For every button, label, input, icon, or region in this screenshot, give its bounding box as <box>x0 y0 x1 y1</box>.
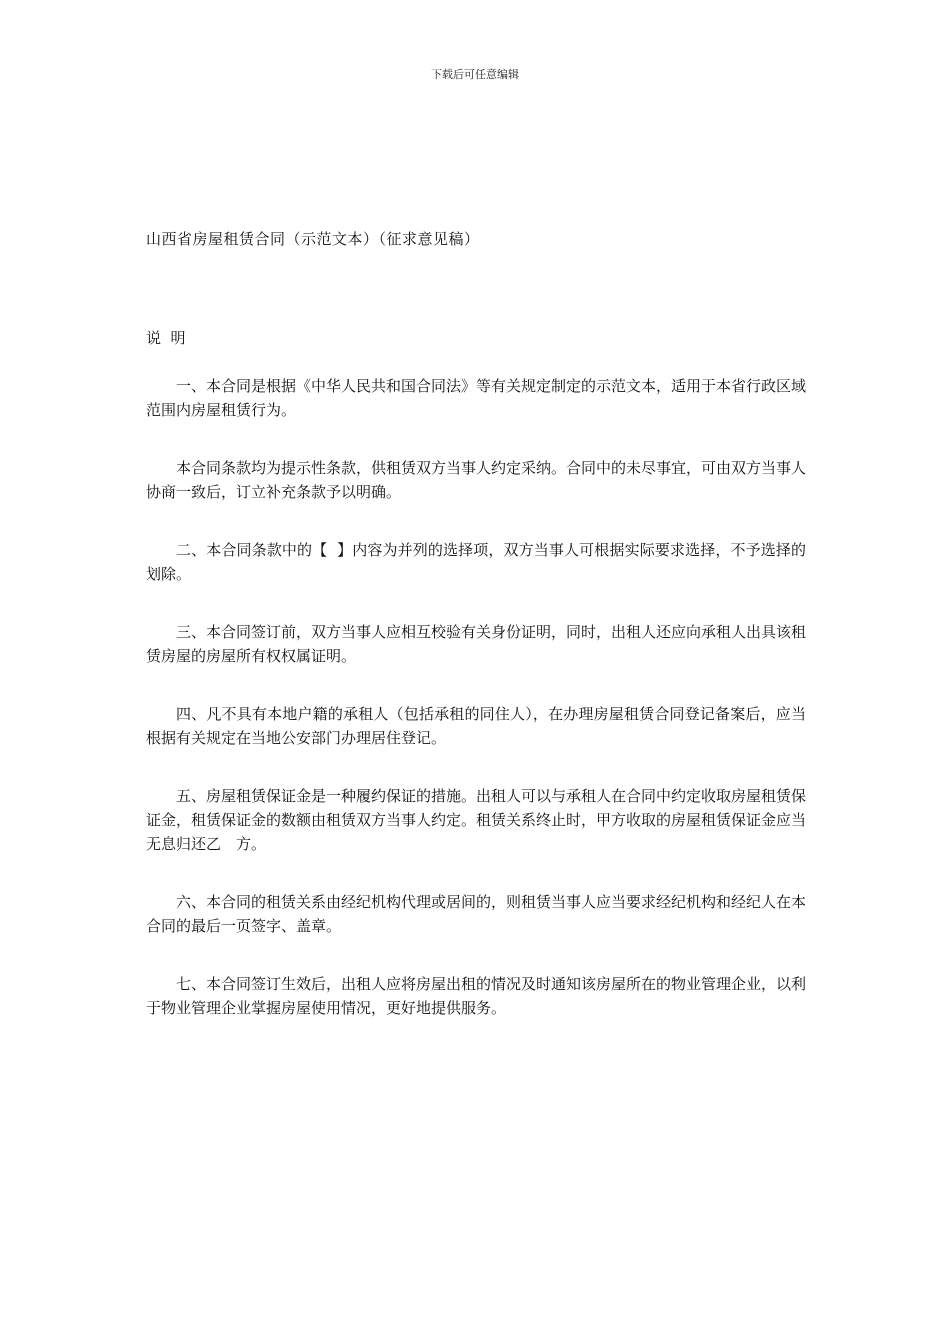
paragraph-1: 一、本合同是根据《中华人民共和国合同法》等有关规定制定的示范文本，适用于本省行政区域范围内房屋租赁行为。 <box>146 377 807 419</box>
paragraph-6: 五、房屋租赁保证金是一种履约保证的措施。出租人可以与承租人在合同中约定收取房屋租赁保证金，租赁保证金的数额由租赁双方当事人约定。租赁关系终止时，甲方收取的房屋租赁保证金应当无息归还乙 方。 <box>146 787 807 853</box>
document-title: 山西省房屋租赁合同（示范文本）（征求意见稿） <box>146 230 480 248</box>
paragraph-5: 四、凡不具有本地户籍的承租人（包括承租的同住人），在办理房屋租赁合同登记备案后，应当根据有关规定在当地公安部门办理居住登记。 <box>146 705 806 747</box>
page-header-note: 下载后可任意编辑 <box>431 68 519 81</box>
paragraph-7: 六、本合同的租赁关系由经纪机构代理或居间的，则租赁当事人应当要求经纪机构和经纪人在本合同的最后一页签字、盖章。 <box>146 893 807 935</box>
document-body <box>146 374 806 1054</box>
paragraph-8: 七、本合同签订生效后，出租人应将房屋出租的情况及时通知该房屋所在的物业管理企业，以利于物业管理企业掌握房屋使用情况，更好地提供服务。 <box>146 975 807 1017</box>
paragraph-3: 二、本合同条款中的【 】内容为并列的选择项，双方当事人可根据实际要求选择，不予选择的划除。 <box>146 541 806 583</box>
paragraph-4: 三、本合同签订前，双方当事人应相互校验有关身份证明，同时，出租人还应向承租人出具该租赁房屋的房屋所有权权属证明。 <box>146 623 807 665</box>
section-heading: 说 明 <box>146 329 186 347</box>
paragraph-2: 本合同条款均为提示性条款，供租赁双方当事人约定采纳。合同中的未尽事宜，可由双方当事人协商一致后，订立补充条款予以明确。 <box>146 459 807 501</box>
